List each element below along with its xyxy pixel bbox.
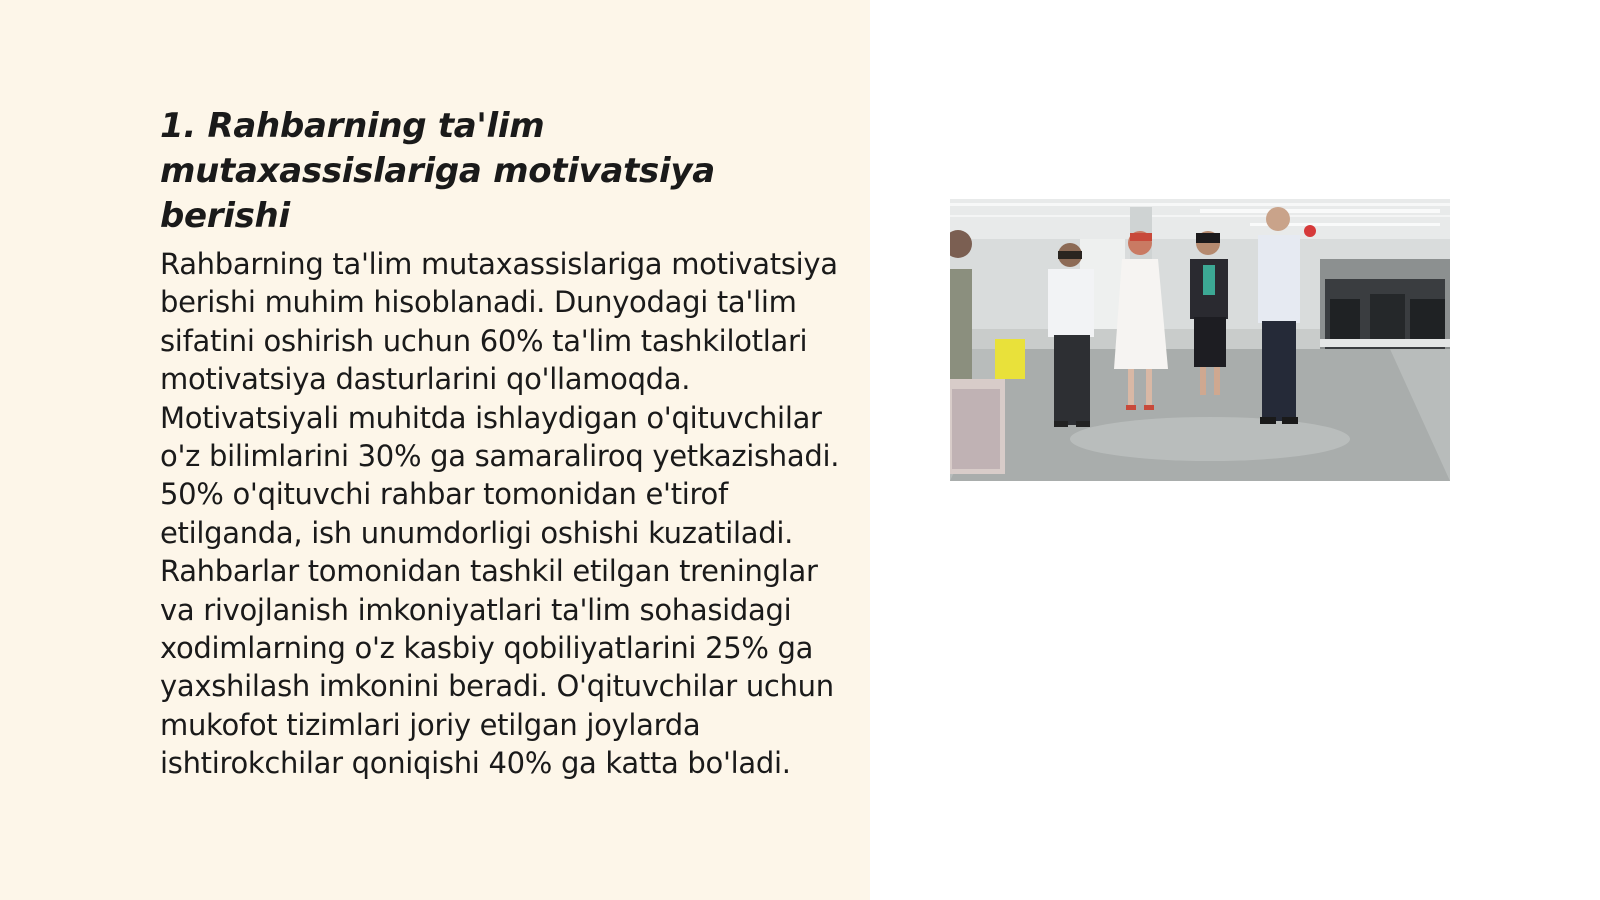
slide-body-text: Rahbarning ta'lim mutaxassislariga motivatsiya berishi muhim hisoblanadi. Dunyodagi ta'lim sifatini oshirish uchun 60% ta'lim tashkilotlari motivatsiya dasturlarini qo'llamoqda. Motivatsiyali muhitda ishlaydigan o'qituvchilar o'z bilimlarini 30% ga samaraliroq yetkazishadi. 50% o'qituvchi rahbar tomonidan e'tirof etilganda, ish unumdorligi oshishi kuzatiladi. Rahbarlar tomonidan tashkil etilgan treninglar va rivojlanish imkoniyatlari ta'lim sohasidagi xodimlarning o'z kasbiy qobiliyatlarini 25% ga yaxshilash imkonini beradi. O'qituvchilar uchun mukofot tizimlari joriy etilgan joylarda ishtirokchilar qoniqishi 40% ga katta bo'ladi.: [160, 247, 840, 781]
slide-title: 1. Rahbarning ta'lim mutaxassislariga motivatsiya berishi: [160, 106, 715, 236]
group-photo: [950, 199, 1450, 481]
factory-visit-photo: [950, 199, 1450, 481]
